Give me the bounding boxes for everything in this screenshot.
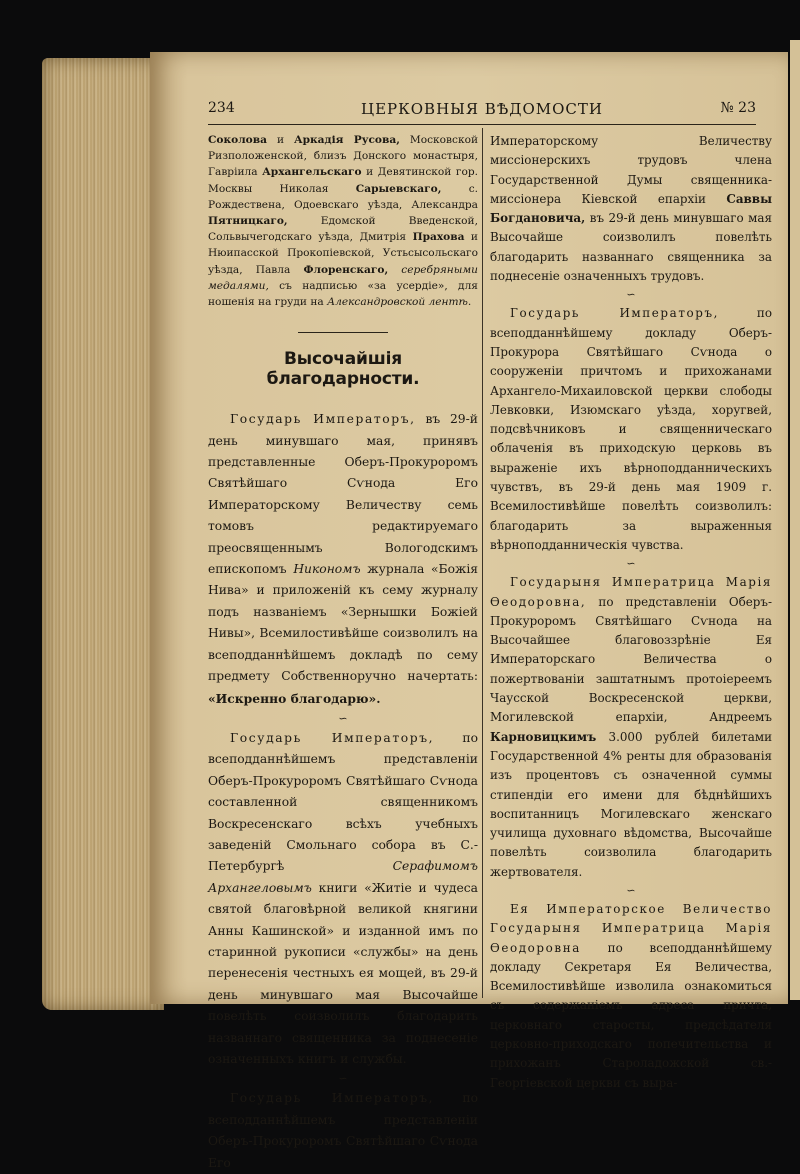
facing-page-strip — [790, 40, 800, 1000]
text: 3.000 рублей билетами Государственной 4% ренты для образованія изъ процентовъ съ означенной суммы стипендіи его имени для бѣднѣйшихъ воспитанницъ Могилевскаго женскаго училища духовнаго вѣдомства, Высочайше повелѣть соизволила благодарить жертвователя. — [490, 729, 772, 879]
text: Императорскому Величеству миссіонерскихъ трудовъ члена Государственной Думы священника-миссіонера Кіевской епархіи — [490, 134, 772, 206]
ornament-icon: ∽ — [626, 557, 636, 571]
name: Прахова — [412, 231, 465, 244]
italic-text: Никономъ — [293, 562, 361, 577]
left-body — [208, 409, 478, 1174]
left-column — [208, 132, 478, 1174]
page-number: 234 — [208, 100, 235, 116]
italic-text: Александровской лентѣ. — [327, 296, 472, 309]
ornament-icon: ∽ — [338, 1072, 348, 1086]
paragraph — [490, 573, 772, 882]
bold-text: Саввы Богдановича, — [490, 191, 772, 226]
text: и Нюипасской Прокопіевской, Устьсысольскаго уѣзда, Павла — [208, 231, 478, 276]
awards-paragraph — [208, 132, 478, 310]
text: с. Рождествена, Одоевскаго уѣзда, Александра — [208, 182, 479, 211]
section-heading: Высочайшія благодарности. — [266, 349, 420, 390]
text: въ 29-й день минувшаго мая, принявъ представленные Оберъ-Прокуроромъ Святѣйшаго Сѵнода Его Императорскому Величеству семь томовъ редактируемаго преосвященнымъ Вологодскимъ епископомъ — [208, 412, 478, 577]
section-rule — [298, 332, 388, 333]
paragraph — [208, 1088, 478, 1174]
name: Сарыевскаго, — [355, 182, 442, 195]
paragraph — [490, 900, 772, 1093]
ornament-icon: ∽ — [338, 711, 348, 725]
spaced-text: Государыня Императрица Марія Ѳеодоровна, — [490, 575, 772, 609]
text: въ 29-й день минувшаго мая Высочайше соизволилъ повелѣть благодарить названнаго священника за поднесеніе означенныхъ трудовъ. — [490, 211, 772, 284]
bold-text: Карновицкимъ — [490, 729, 597, 744]
journal-title: ЦЕРКОВНЫЯ ВѢДОМОСТИ — [361, 100, 603, 118]
bold-text: «Искренно благодарю». — [208, 690, 381, 706]
spaced-text: Государь Императоръ, — [230, 412, 416, 427]
issue-number: № 23 — [720, 100, 756, 116]
ornament-icon: ∽ — [626, 288, 636, 302]
text: Едомской Введенской, Сольвычегодскаго уѣзда, Дмитрія — [208, 215, 478, 244]
paragraph — [208, 409, 478, 710]
text: по представленіи Оберъ-Прокуроромъ Святѣйшаго Сѵнода на Высочайшее благовоззрѣніе Ея Императорскаго Величества о пожертвованіи заштатнымъ протоіереемъ Чаусской Воскресенской церкви, Могилевской епархіи, Андреемъ — [490, 594, 772, 725]
text: по всеподданнѣйшему докладу Секретаря Ея Величества, Всемилостивѣйше изволила ознакомиться съ содержаніемъ адреса причта, церковнаго старосты, предсѣдателя церковно-приходскаго попечительства и прихожанъ Староладожской св.-Георгіевской церкви съ выра- — [490, 940, 772, 1090]
italic-text: Серафимомъ Архангеловымъ — [208, 859, 478, 895]
ornament-icon: ∽ — [626, 883, 636, 897]
paragraph — [490, 132, 772, 286]
text: журнала «Божія Нива» и приложеній къ сему журналу подъ названіемъ «Зернышки Божіей Нивы», Всемилостивѣйше соизволилъ на всеподданнѣйшемъ докладѣ по сему предмету Собственноручно начертать: — [208, 562, 479, 684]
name: Аркадія Русова, — [293, 134, 400, 146]
italic-text: серебряными медалями, — [208, 263, 478, 292]
spaced-text: Государь Императоръ, — [230, 730, 435, 745]
spaced-text: Ея Императорское Величество Государыня Императрица Марія Ѳеодоровна — [490, 901, 772, 955]
spaced-text: Государь Императоръ, — [510, 306, 720, 321]
name: Архангельскаго — [262, 166, 362, 179]
text: по всеподданнѣйшему докладу Оберъ-Прокурора Святѣйшаго Сѵнода о сооруженіи причтомъ и прихожанами Архангело-Михаиловской церкви слободы Левковки, Изюмскаго уѣзда, хоругвей, подсвѣчниковъ и священническаго облаченія въ приходскую церковь въ выраженіе ихъ вѣрноподданническихъ чувствъ, въ 29-й день мая 1909 г. Всемилостивѣйше повелѣть соизволилъ: благодарить за выраженныя вѣрноподданническія чувства. — [490, 306, 772, 552]
paragraph — [490, 304, 772, 555]
text: по всеподданнѣйшемъ представленіи Оберъ-Прокуроромъ Святѣйшаго Сѵнода Его — [208, 1091, 478, 1170]
name: Соколова — [208, 134, 267, 146]
column-divider — [482, 128, 483, 998]
text: съ надписью «за усердіе», для ношенія на груди на — [208, 279, 478, 309]
text: и Девятинской гор. Москвы Николая — [208, 166, 478, 195]
name: Пятницкаго, — [208, 215, 288, 228]
spaced-text: Государь Императоръ, — [230, 1091, 435, 1106]
right-body — [490, 132, 772, 1093]
text: книги «Житіе и чудеса святой благовѣрной великой княгини Анны Кашинской» и изданной имъ по старинной рукописи «службы» на день перенесенія честныхъ ея мощей, въ 29-й день минувшаго мая Высочайше повелѣть соизволилъ благодарить названнаго священника за поднесеніе означенныхъ книгъ и службы. — [208, 880, 478, 1067]
running-header — [208, 96, 756, 125]
text: Московской Ризположенской, близъ Донского монастыря, Гавріила — [208, 134, 479, 179]
paragraph — [208, 728, 478, 1071]
name: Флоренскаго, — [303, 263, 389, 276]
text: по всеподданнѣйшемъ представленіи Оберъ-Прокуроромъ Святѣйшаго Сѵнода составленной священникомъ Воскресенскаго всѣхъ учебныхъ заведеній Смольнаго собора въ С.-Петербургѣ — [208, 730, 478, 874]
right-column — [490, 132, 772, 1093]
book-page-edges — [42, 58, 164, 1010]
text: и — [266, 134, 294, 146]
